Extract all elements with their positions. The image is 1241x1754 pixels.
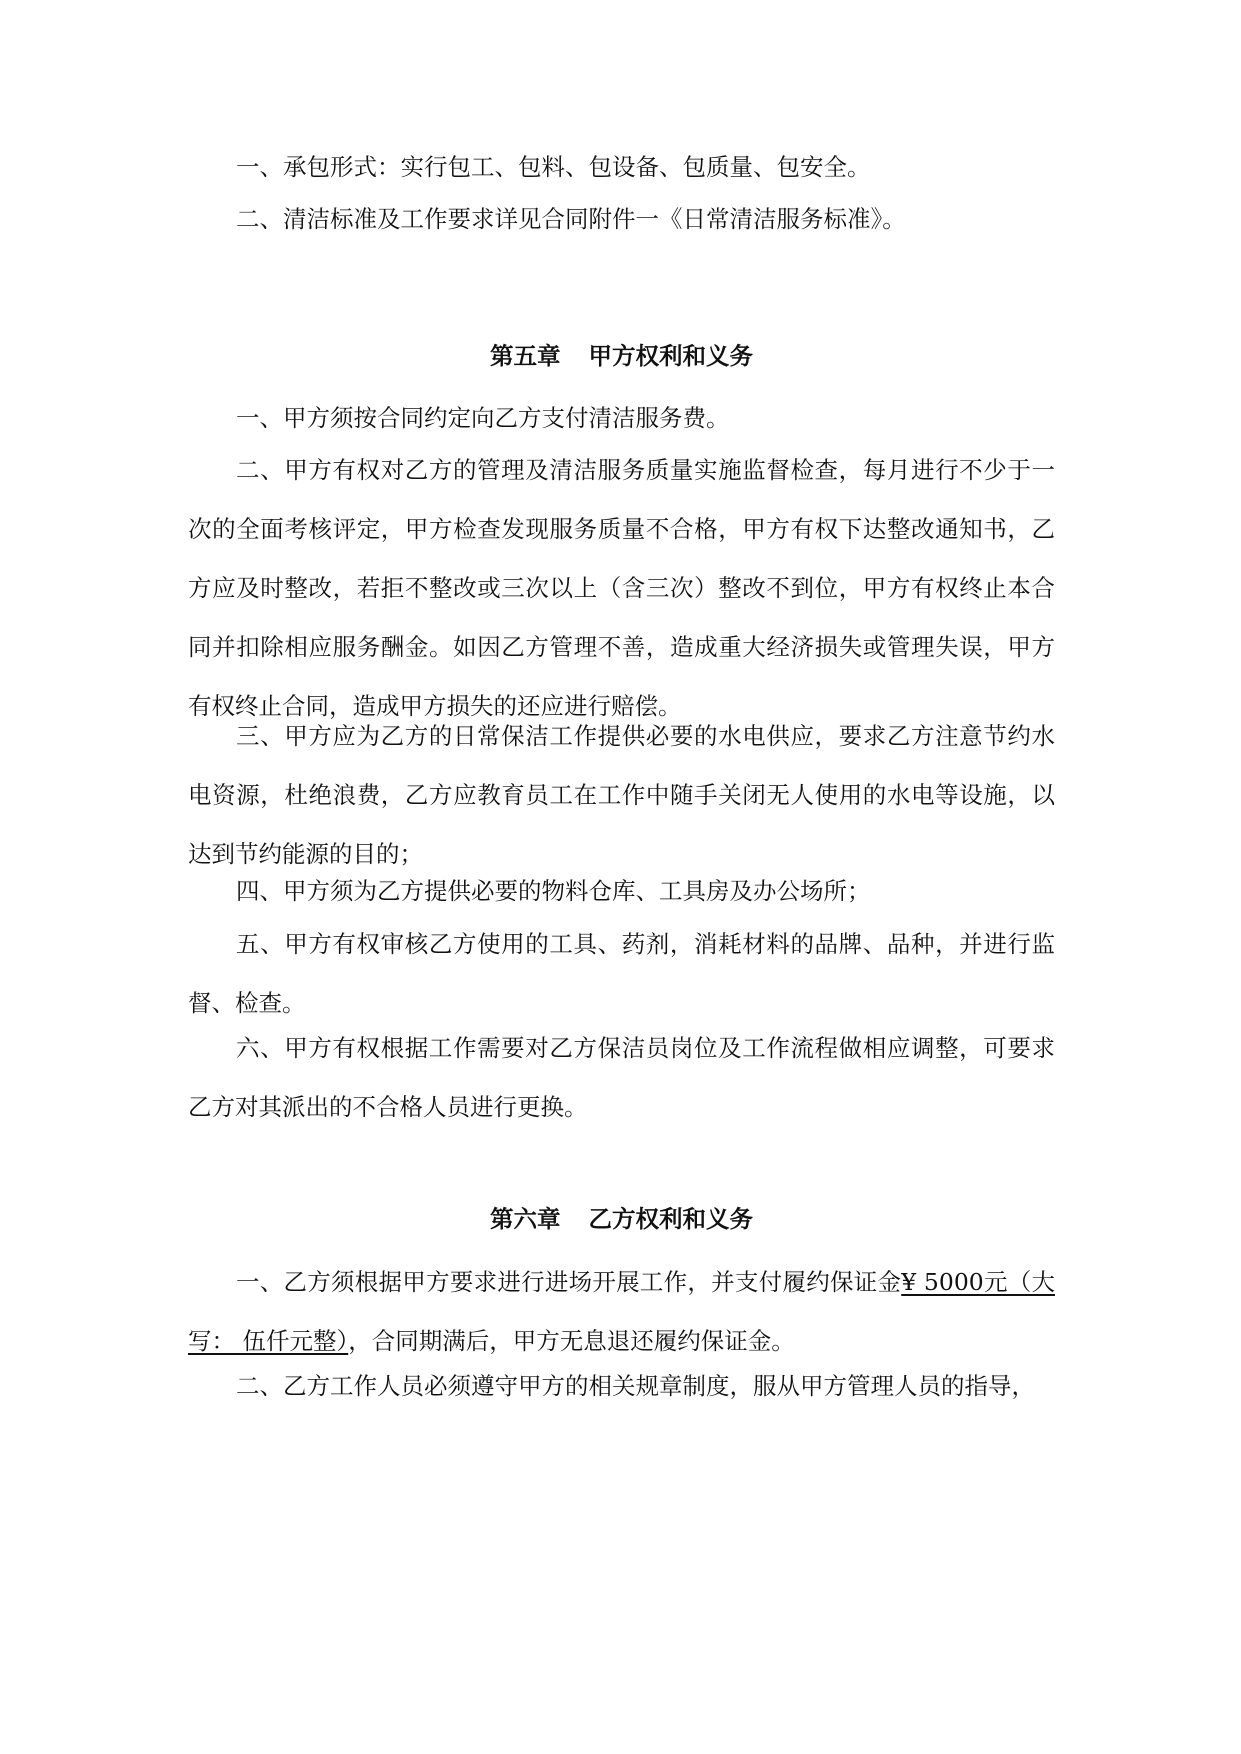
chapter-6-item-1-suffix: ，合同期满后，甲方无息退还履约保证金。 — [348, 1327, 795, 1355]
chapter-5-number: 第五章 — [490, 342, 561, 370]
chapter-6-item-2: 二、乙方工作人员必须遵守甲方的相关规章制度，服从甲方管理人员的指导， — [236, 1372, 1035, 1400]
paragraph-contract-form: 一、承包形式：实行包工、包料、包设备、包质量、包安全。 — [236, 153, 871, 181]
chapter-5-item-6: 六、甲方有权根据工作需要对乙方保洁员岗位及工作流程做相应调整，可要求乙方对其派出的不合格人员进行更换。 — [188, 1034, 1055, 1121]
chapter-6-item-1 — [188, 1253, 1055, 1371]
performance-bond-amount: ¥ 5000元（大写： 伍仟元整） — [188, 1268, 1055, 1355]
chapter-5-heading — [188, 336, 1055, 376]
chapter-6-number: 第六章 — [490, 1205, 561, 1233]
chapter-6-title: 乙方权利和义务 — [588, 1205, 753, 1233]
chapter-5-item-3: 三、甲方应为乙方的日常保洁工作提供必要的水电供应，要求乙方注意节约水电资源，杜绝浪费，乙方应教育员工在工作中随手关闭无人使用的水电等设施，以达到节约能源的目的； — [188, 722, 1055, 868]
chapter-5-title: 甲方权利和义务 — [588, 342, 753, 370]
chapter-6-heading — [188, 1199, 1055, 1239]
chapter-6-item-1-prefix: 一、乙方须根据甲方要求进行进场开展工作，并支付履约保证金 — [236, 1268, 902, 1296]
chapter-5-item-1: 一、甲方须按合同约定向乙方支付清洁服务费。 — [236, 404, 730, 432]
paragraph-cleaning-standard: 二、清洁标准及工作要求详见合同附件一《日常清洁服务标准》。 — [236, 205, 906, 233]
chapter-5-item-4: 四、甲方须为乙方提供必要的物料仓库、工具房及办公场所； — [236, 877, 871, 905]
chapter-5-item-2: 二、甲方有权对乙方的管理及清洁服务质量实施监督检查，每月进行不少于一次的全面考核评定，甲方检查发现服务质量不合格，甲方有权下达整改通知书，乙方应及时整改，若拒不整改或三次以上（含三次）整改不到位，甲方有权终止本合同并扣除相应服务酬金。如因乙方管理不善，造成重大经济损失或管理失误，甲方有权终止合同，造成甲方损失的还应进行赔偿。 — [188, 456, 1055, 720]
chapter-5-item-5: 五、甲方有权审核乙方使用的工具、药剂，消耗材料的品牌、品种，并进行监督、检查。 — [188, 930, 1055, 1017]
